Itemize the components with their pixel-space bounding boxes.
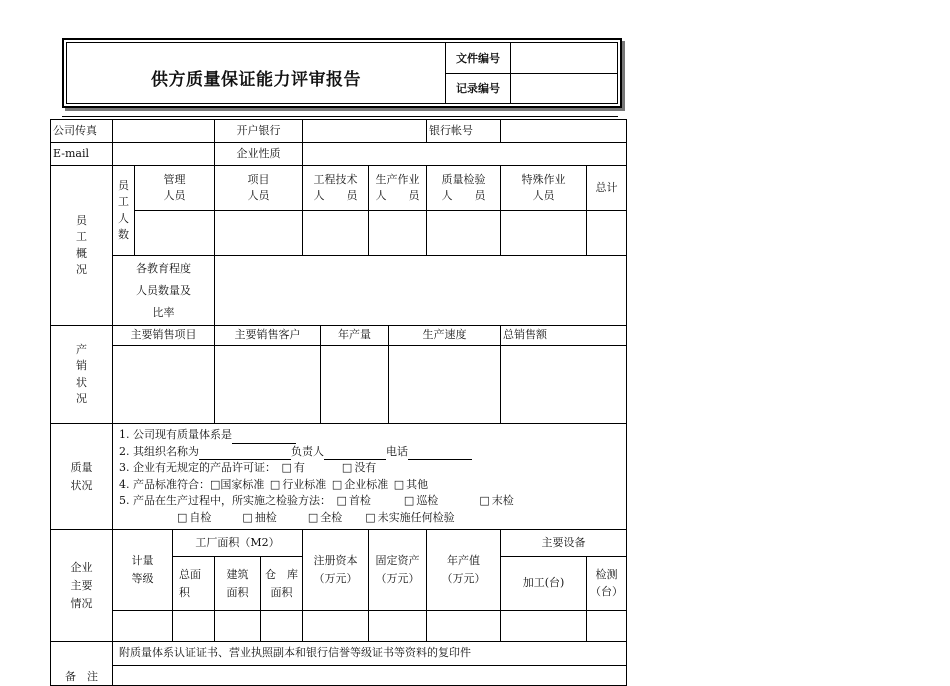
building-area-label: 建筑 面积 [215, 557, 261, 611]
file-no-label: 文件编号 [446, 43, 511, 73]
evaluation-table [50, 119, 627, 686]
enterprise-value-cell [427, 611, 501, 642]
sales-value-cell [501, 346, 627, 424]
fax-label: 公司传真 [51, 120, 113, 143]
sales-col-customers: 主要销售客户 [215, 326, 321, 346]
quality-q3: 3. 企业有无规定的产品许可证： □ 有 □ 没有 [119, 460, 620, 477]
header-meta [445, 43, 617, 103]
testing-label: 检测（台） [587, 557, 627, 611]
sales-value-cell [113, 346, 215, 424]
total-area-label: 总面 积 [173, 557, 215, 611]
fixed-assets-label: 固定资产 （万元） [369, 530, 427, 611]
checkbox-icon[interactable]: □ [177, 510, 188, 524]
processing-label: 加工(台) [501, 557, 587, 611]
remarks-label: 备 注 [51, 642, 113, 686]
checkbox-icon[interactable]: □ [341, 461, 353, 474]
sales-value-cell [215, 346, 321, 424]
report-header [62, 38, 622, 108]
nature-value [303, 143, 627, 166]
equipment-label: 主要设备 [501, 530, 627, 557]
enterprise-value-cell [587, 611, 627, 642]
factory-area-label: 工厂面积（M2） [173, 530, 303, 557]
sales-col-output: 年产量 [321, 326, 389, 346]
header-divider [62, 116, 618, 117]
quality-q1: 1. 公司现有质量体系是 [119, 427, 620, 444]
staff-value-cell [215, 211, 303, 256]
enterprise-value-cell [215, 611, 261, 642]
checkbox-icon[interactable]: □ [281, 461, 292, 474]
enterprise-value-cell [369, 611, 427, 642]
checkbox-icon[interactable]: □ [210, 477, 221, 491]
enterprise-value-cell [261, 611, 303, 642]
bank-value [303, 120, 427, 143]
staff-col-project: 项目 人员 [215, 166, 303, 211]
enterprise-value-cell [113, 611, 173, 642]
sales-value-cell [321, 346, 389, 424]
checkbox-icon[interactable]: □ [336, 494, 347, 507]
staff-value-cell [369, 211, 427, 256]
email-value [113, 143, 215, 166]
email-label: E-mail [51, 143, 113, 166]
bank-label: 开户银行 [215, 120, 303, 143]
education-value [215, 256, 627, 326]
sales-section-label: 产 销 状 况 [51, 326, 113, 424]
staff-col-special: 特殊作业 人员 [501, 166, 587, 211]
staff-col-production: 生产作业 人 员 [369, 166, 427, 211]
enterprise-value-cell [501, 611, 587, 642]
checkbox-icon[interactable]: □ [365, 510, 376, 524]
reg-capital-label: 注册资本 （万元） [303, 530, 369, 611]
checkbox-icon[interactable]: □ [393, 477, 405, 491]
quality-q2: 2. 其组织名称为 负责人 电话 [119, 444, 620, 461]
sales-value-cell [389, 346, 501, 424]
quality-q5: 5. 产品在生产过程中，所实施之检验方法： □ 首检 □ 巡检 □ 末检 [119, 493, 620, 510]
fax-value [113, 120, 215, 143]
staff-section-label: 员 工 概 况 [51, 166, 113, 326]
checkbox-icon[interactable]: □ [331, 477, 343, 491]
account-label: 银行帐号 [427, 120, 501, 143]
record-no-label: 记录编号 [446, 74, 511, 104]
staff-col-total: 总计 [587, 166, 627, 211]
checkbox-icon[interactable]: □ [307, 510, 319, 524]
remarks-value [113, 666, 627, 686]
enterprise-value-cell [173, 611, 215, 642]
remarks-text: 附质量体系认证证书、营业执照副本和银行信誉等级证书等资料的复印件 [113, 642, 627, 666]
quality-q5-options: □ 自检 □ 抽检 □ 全检 □ 未实施任何检验 [119, 510, 620, 527]
staff-value-cell [427, 211, 501, 256]
quality-questions [113, 424, 627, 530]
staff-value-cell [501, 211, 587, 256]
sales-col-items: 主要销售项目 [113, 326, 215, 346]
sales-col-revenue: 总销售额 [501, 326, 627, 346]
education-label: 各教育程度 人员数量及 比率 [113, 256, 215, 326]
annual-output-label: 年产值 （万元） [427, 530, 501, 611]
staff-value-cell [303, 211, 369, 256]
staff-col-management: 管理 人员 [135, 166, 215, 211]
enterprise-value-cell [303, 611, 369, 642]
warehouse-area-label: 仓 库 面积 [261, 557, 303, 611]
checkbox-icon[interactable]: □ [479, 494, 490, 507]
checkbox-icon[interactable]: □ [403, 494, 415, 507]
staff-value-cell [587, 211, 627, 256]
staff-count-label: 员 工 人 数 [113, 166, 135, 256]
record-no-value [511, 74, 617, 104]
report-title: 供方质量保证能力评审报告 [151, 69, 361, 90]
checkbox-icon[interactable]: □ [269, 477, 281, 491]
staff-col-inspection: 质量检验 人 员 [427, 166, 501, 211]
sales-col-speed: 生产速度 [389, 326, 501, 346]
metering-label: 计量 等级 [113, 530, 173, 611]
nature-label: 企业性质 [215, 143, 303, 166]
quality-section-label: 质量 状况 [51, 424, 113, 530]
checkbox-icon[interactable]: □ [242, 510, 253, 524]
file-no-value [511, 43, 617, 73]
staff-value-cell [135, 211, 215, 256]
account-value [501, 120, 627, 143]
staff-col-engineering: 工程技术 人 员 [303, 166, 369, 211]
quality-q4: 4. 产品标准符合：□国家标准 □ 行业标准 □ 企业标准 □ 其他 [119, 477, 620, 494]
enterprise-section-label: 企业 主要 情况 [51, 530, 113, 642]
